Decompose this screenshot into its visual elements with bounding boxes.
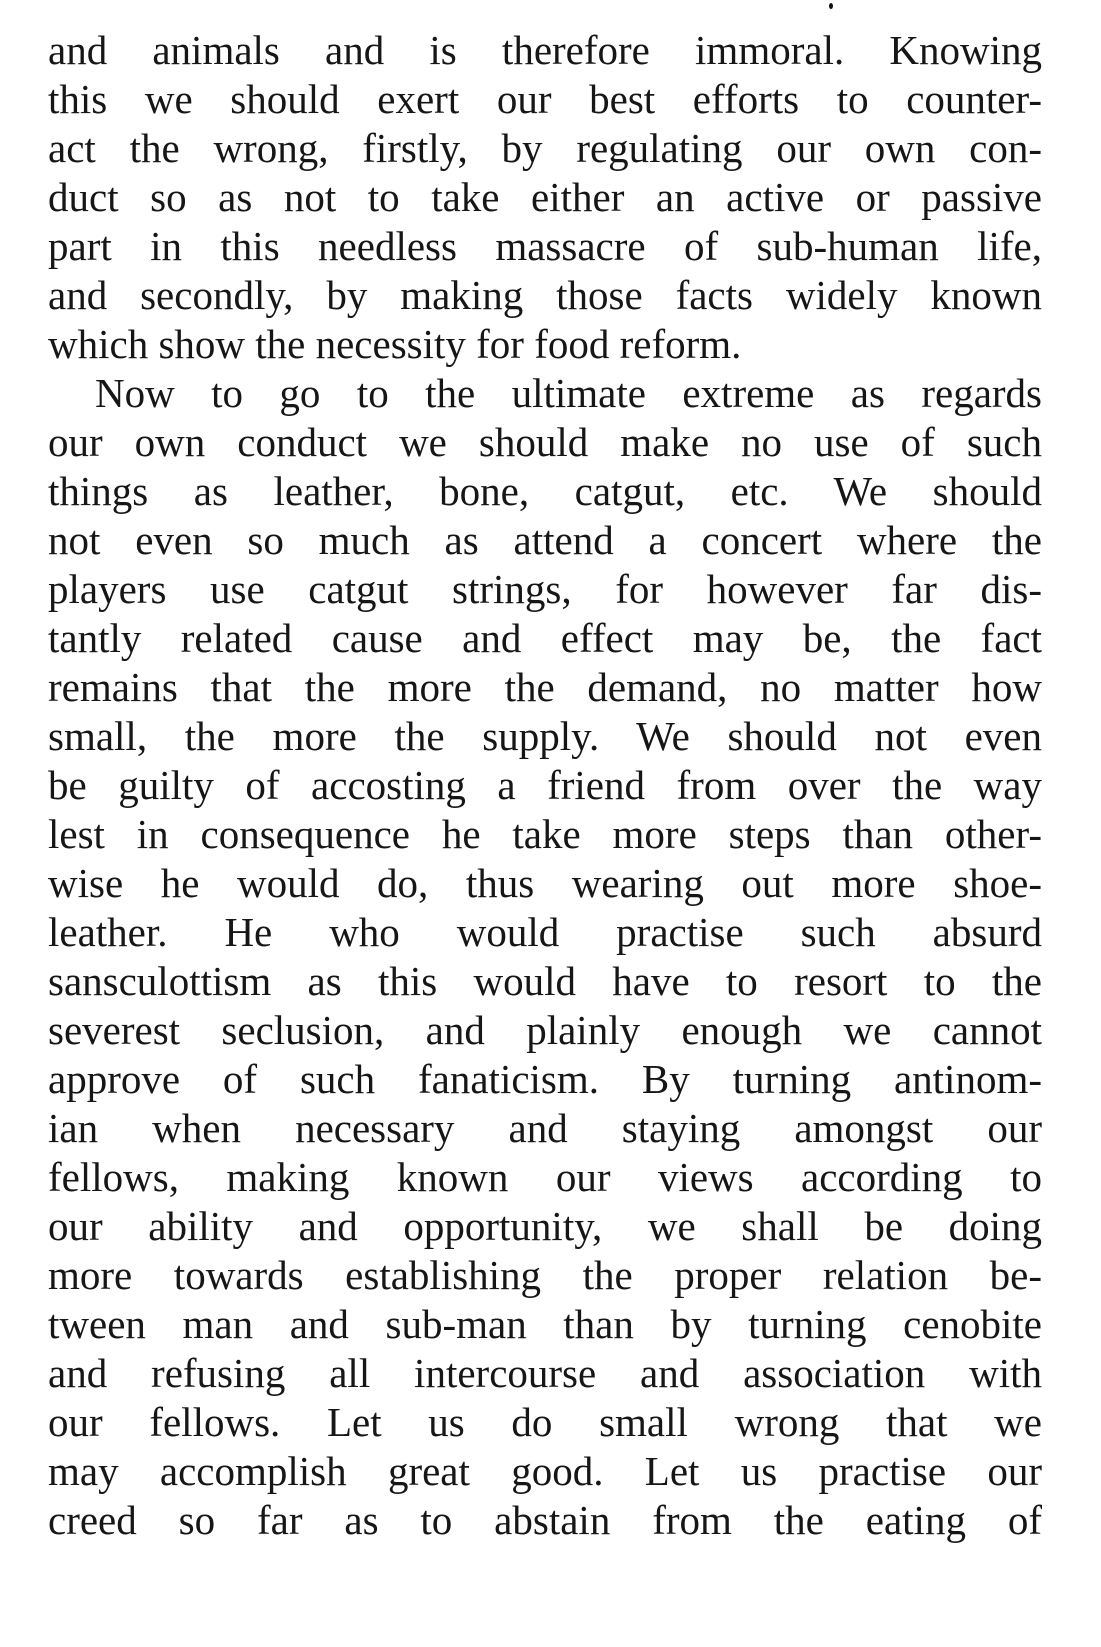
text-line: act the wrong, firstly, by regulating our own con- bbox=[48, 125, 1042, 171]
text-line: not even so much as attend a concert where the bbox=[48, 517, 1042, 563]
paragraph-2 bbox=[48, 369, 1042, 1545]
paragraph-1 bbox=[48, 26, 1042, 369]
text-line: duct so as not to take either an active or passive bbox=[48, 174, 1042, 220]
text-line: and secondly, by making those facts widely known bbox=[48, 272, 1042, 318]
text-line: approve of such fanaticism. By turning antinom- bbox=[48, 1056, 1042, 1102]
text-line: ian when necessary and staying amongst our bbox=[48, 1105, 1042, 1151]
text-line: our own conduct we should make no use of such bbox=[48, 419, 1042, 465]
text-line: part in this needless massacre of sub-human life, bbox=[48, 223, 1042, 269]
text-line: severest seclusion, and plainly enough we cannot bbox=[48, 1007, 1042, 1053]
text-line: lest in consequence he take more steps than other- bbox=[48, 811, 1042, 857]
ink-speck bbox=[829, 3, 833, 9]
body-text bbox=[48, 26, 1042, 1545]
text-line: Now to go to the ultimate extreme as regards bbox=[95, 370, 1042, 416]
text-line: wise he would do, thus wearing out more shoe- bbox=[48, 860, 1042, 906]
text-line: and animals and is therefore immoral. Knowing bbox=[48, 27, 1042, 73]
text-line: more towards establishing the proper relation be- bbox=[48, 1252, 1042, 1298]
text-line: this we should exert our best efforts to counter- bbox=[48, 76, 1042, 122]
text-line: tantly related cause and effect may be, the fact bbox=[48, 615, 1042, 661]
text-line: small, the more the supply. We should not even bbox=[48, 713, 1042, 759]
text-line: which show the necessity for food reform. bbox=[48, 321, 742, 367]
text-line: tween man and sub-man than by turning cenobite bbox=[48, 1301, 1042, 1347]
text-line: sansculottism as this would have to resort to the bbox=[48, 958, 1042, 1004]
text-line: our ability and opportunity, we shall be doing bbox=[48, 1203, 1042, 1249]
text-line: be guilty of accosting a friend from over the way bbox=[48, 762, 1042, 808]
text-line: may accomplish great good. Let us practise our bbox=[48, 1448, 1042, 1494]
text-line: our fellows. Let us do small wrong that we bbox=[48, 1399, 1042, 1445]
text-line: players use catgut strings, for however far dis- bbox=[48, 566, 1042, 612]
text-line: remains that the more the demand, no matter how bbox=[48, 664, 1042, 710]
text-line: creed so far as to abstain from the eating of bbox=[48, 1497, 1042, 1543]
text-line: fellows, making known our views according to bbox=[48, 1154, 1042, 1200]
text-line: and refusing all intercourse and association with bbox=[48, 1350, 1042, 1396]
text-line: leather. He who would practise such absurd bbox=[48, 909, 1042, 955]
text-line: things as leather, bone, catgut, etc. We should bbox=[48, 468, 1042, 514]
